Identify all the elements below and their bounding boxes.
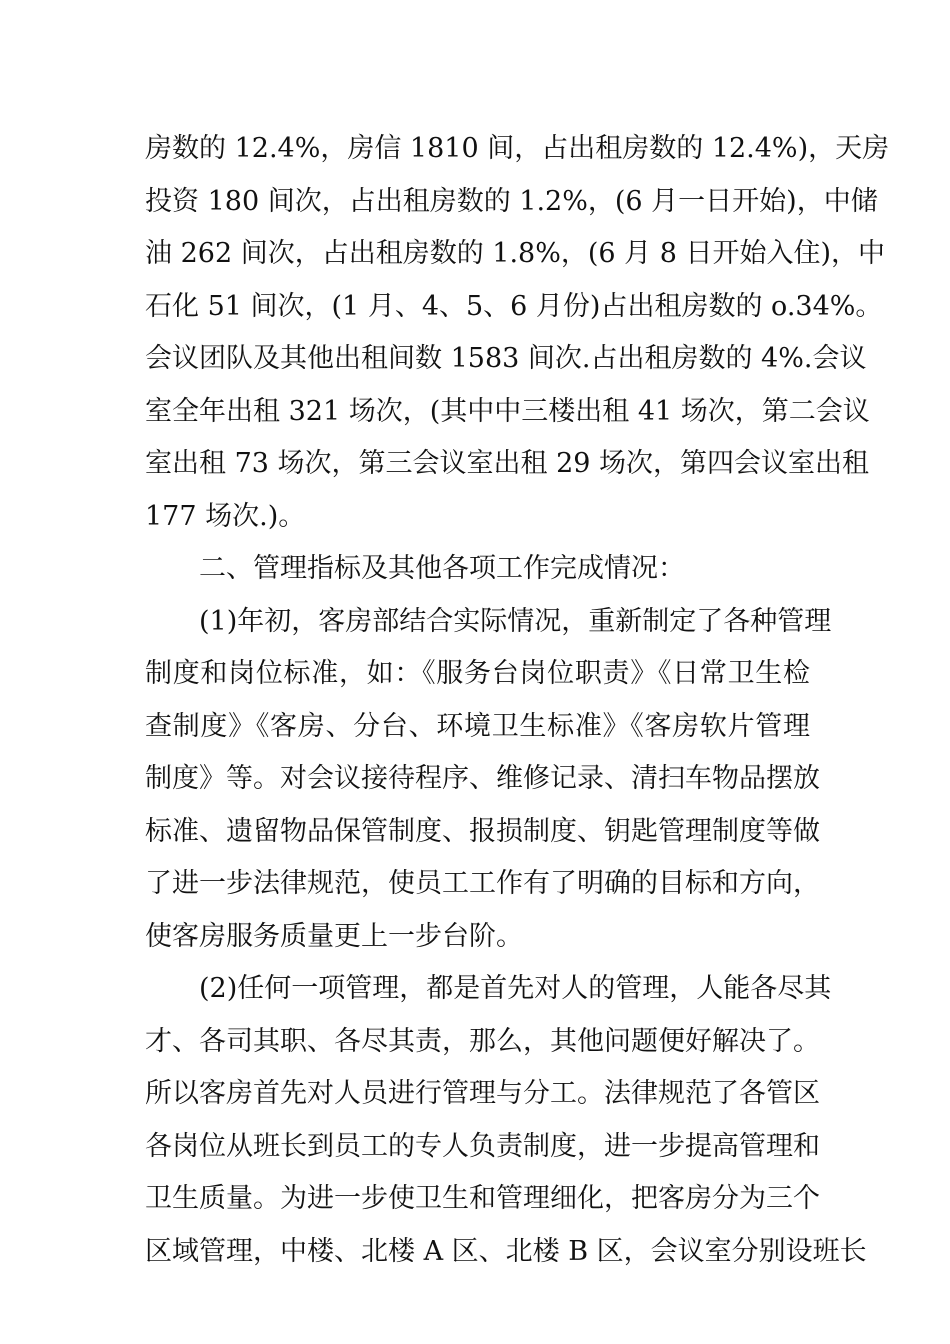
text-line: 制度》等。对会议接待程序、维修记录、清扫车物品摆放 bbox=[145, 763, 820, 794]
text-line: 油 262 间次，占出租房数的 1.8%，(6 月 8 日开始入住)，中 bbox=[145, 238, 886, 269]
text-line: 室出租 73 场次，第三会议室出租 29 场次，第四会议室出租 bbox=[145, 448, 870, 479]
text-line: 卫生质量。为进一步使卫生和管理细化，把客房分为三个 bbox=[145, 1183, 820, 1214]
text-line: 各岗位从班长到员工的专人负责制度，进一步提高管理和 bbox=[145, 1130, 820, 1162]
text-line: 177 场次.)。 bbox=[145, 500, 306, 532]
text-line: 使客房服务质量更上一步台阶。 bbox=[145, 920, 523, 952]
text-line: 房数的 12.4%，房信 1810 间，占出租房数的 12.4%)，天房 bbox=[145, 133, 890, 164]
text-line: 会议团队及其他出租间数 1583 间次.占出租房数的 4%.会议 bbox=[145, 343, 867, 374]
text-line: 区域管理，中楼、北楼 A 区、北楼 B 区，会议室分别设班长 bbox=[145, 1235, 867, 1267]
text-line: 所以客房首先对人员进行管理与分工。法律规范了各管区 bbox=[145, 1078, 820, 1109]
text-line: 室全年出租 321 场次，(其中中三楼出租 41 场次，第二会议 bbox=[145, 395, 870, 427]
text-line: 标准、遗留物品保管制度、报损制度、钥匙管理制度等做 bbox=[145, 815, 820, 847]
document-body bbox=[145, 123, 890, 1278]
text-line: 石化 51 间次，(1 月、4、5、6 月份)占出租房数的 o.34%。 bbox=[145, 290, 883, 322]
text-line: (2)任何一项管理，都是首先对人的管理，人能各尽其 bbox=[199, 973, 832, 1004]
text-line: (1)年初，客房部结合实际情况，重新制定了各种管理 bbox=[199, 605, 832, 637]
text-line: 制度和岗位标准，如：《服务台岗位职责》《日常卫生检 bbox=[145, 658, 810, 689]
text-line: 投资 180 间次，占出租房数的 1.2%，(6 月一日开始)，中储 bbox=[145, 185, 878, 217]
text-line: 查制度》《客房、分台、环境卫生标准》《客房软片管理 bbox=[145, 710, 810, 742]
section-heading: 二、管理指标及其他各项工作完成情况： bbox=[199, 553, 685, 584]
text-line: 了进一步法律规范，使员工工作有了明确的目标和方向， bbox=[145, 868, 820, 899]
text-line: 才、各司其职、各尽其责，那么，其他问题便好解决了。 bbox=[145, 1025, 820, 1057]
